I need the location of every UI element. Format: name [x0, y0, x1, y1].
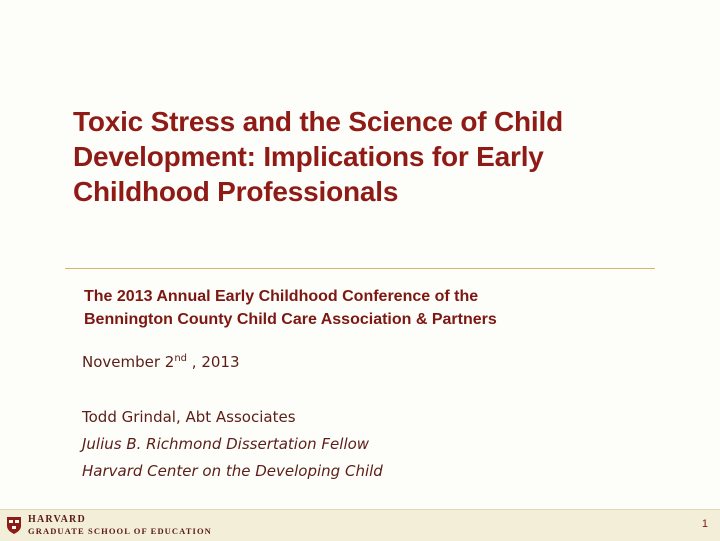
- date-prefix: November 2: [82, 353, 175, 371]
- date-superscript: nd: [174, 353, 188, 364]
- title-line: Childhood Professionals: [73, 176, 399, 207]
- presenter-fellowship: Julius B. Richmond Dissertation Fellow: [82, 435, 370, 453]
- subtitle-line: The 2013 Annual Early Childhood Conference of the: [84, 288, 479, 305]
- logo-line2: GRADUATE SCHOOL OF EDUCATION: [28, 526, 212, 536]
- logo-line1: HARVARD: [28, 514, 86, 525]
- title-line: Development: Implications for Early: [73, 141, 544, 172]
- presentation-date: [82, 353, 240, 371]
- page-number: 1: [701, 518, 708, 530]
- presenter-name: Todd Grindal, Abt Associates: [82, 408, 296, 426]
- presenter-center: Harvard Center on the Developing Child: [82, 462, 383, 480]
- conference-subtitle: [84, 285, 684, 331]
- slide-title: [73, 104, 673, 209]
- title-line: Toxic Stress and the Science of Child: [73, 106, 563, 137]
- harvard-shield-icon: [7, 517, 21, 534]
- subtitle-line: Bennington County Child Care Association & Partners: [84, 311, 497, 328]
- date-suffix: , 2013: [187, 353, 240, 371]
- slide-footer: [0, 509, 720, 541]
- title-divider: [65, 268, 655, 269]
- hgse-logo: [28, 515, 212, 536]
